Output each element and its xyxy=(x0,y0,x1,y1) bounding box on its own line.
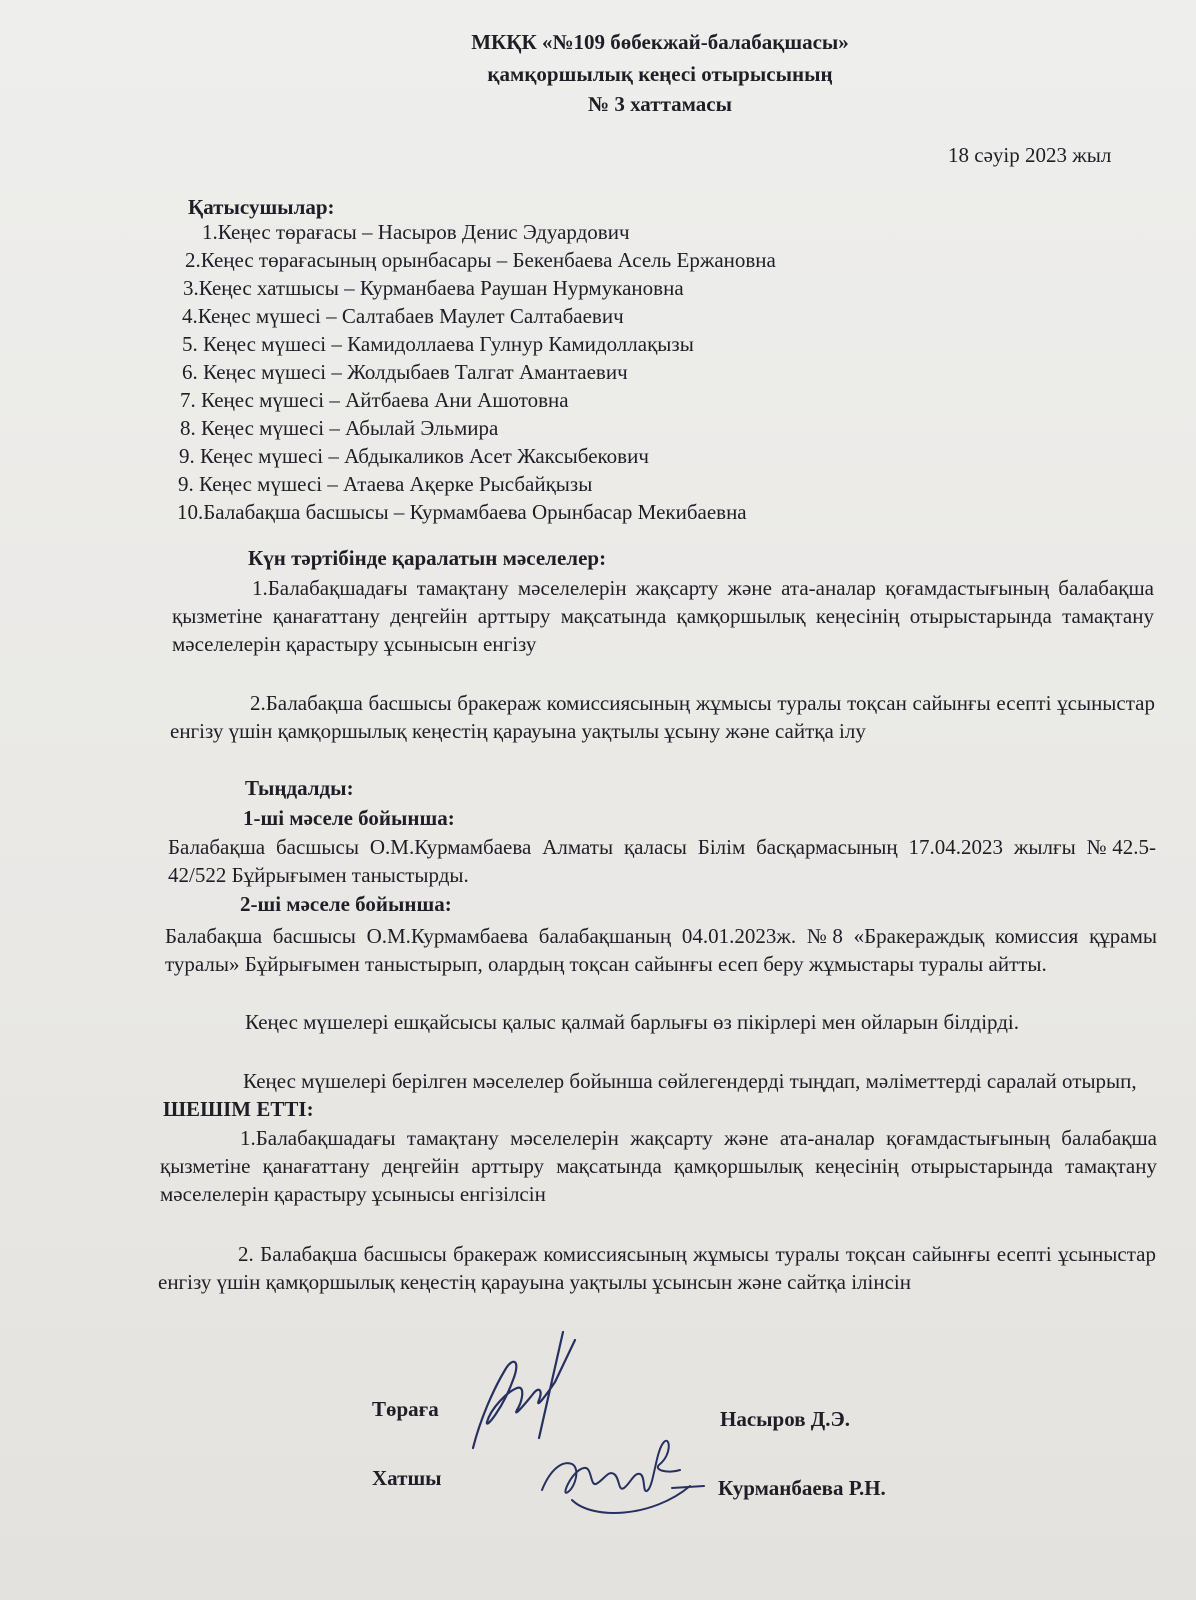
heard-title: Тыңдалды: xyxy=(245,776,354,800)
decision-item-2-text: 2. Балабақша басшысы бракераж комиссиясының жұмысы туралы тоқсан сайынғы есепті ұсыныстар енгізу үшін қамқоршылық кеңестің қарауына уақтылы ұсынсын және сайтқа ілінсін xyxy=(158,1242,1156,1294)
decision-item-1-text: 1.Балабақшадағы тамақтану мәселелерін жақсарту және ата-аналар қоғамдастығының балабақша қызметіне қанағаттану деңгейін арттыру мақсатында қамқоршылық кеңесінің отырыстарында тамақтану мәселелерін қарастыру ұсынысы енгізілсін xyxy=(160,1126,1157,1206)
members-listen xyxy=(163,1067,1138,1123)
chair-name: Насыров Д.Э. xyxy=(720,1407,850,1431)
protocol-date: 18 сәуір 2023 жыл xyxy=(948,143,1112,167)
members-opinion-text: Кеңес мүшелері ешқайсысы қалыс қалмай барлығы өз пікірлері мен ойларын білдірді. xyxy=(245,1010,1020,1034)
decision-item-1 xyxy=(160,1124,1157,1208)
question-2-text: Балабақша басшысы О.М.Курмамбаева балабақшаның 04.01.2023ж. №8 «Бракераждық комиссия құрамы туралы» Бұйрығымен таныстырып, олардың тоқсан сайынғы есеп беру жұмыстары туралы айтты. xyxy=(165,924,1157,976)
participant-item: 9. Кеңес мүшесі – Абдыкаликов Асет Жаксыбекович xyxy=(179,444,649,468)
participant-item: 3.Кеңес хатшысы – Курманбаева Раушан Нурмукановна xyxy=(183,276,684,300)
agenda-title: Күн тәртібінде қаралатын мәселелер: xyxy=(248,546,607,570)
secretary-role-label: Хатшы xyxy=(372,1466,442,1490)
header-line-1: МКҚК «№109 бөбекжай-балабақшасы» xyxy=(471,30,849,54)
decided-label: ШЕШІМ ЕТТІ: xyxy=(163,1097,314,1121)
chair-role-label: Төраға xyxy=(372,1397,439,1421)
participant-item: 8. Кеңес мүшесі – Абылай Эльмира xyxy=(180,416,499,440)
agenda-item-1-text: 1.Балабақшадағы тамақтану мәселелерін жақсарту және ата-аналар қоғамдастығының балабақша қызметіне қанағаттану деңгейін арттыру мақсатында қамқоршылық кеңесінің отырыстарында тамақтану мәселелерін қарастыру ұсынысын енгізу xyxy=(172,576,1154,656)
agenda-item-2 xyxy=(170,689,1155,745)
participant-item: 7. Кеңес мүшесі – Айтбаева Ани Ашотовна xyxy=(180,388,569,412)
participant-item: 6. Кеңес мүшесі – Жолдыбаев Талгат Амантаевич xyxy=(182,360,628,384)
agenda-item-2-text: 2.Балабақша басшысы бракераж комиссиясының жұмысы туралы тоқсан сайынғы есепті ұсыныстар енгізу үшін қамқоршылық кеңестің қарауына уақтылы ұсыну және сайтқа ілу xyxy=(170,691,1155,743)
participant-item: 2.Кеңес төрағасының орынбасары – Бекенбаева Асель Ержановна xyxy=(185,248,776,272)
members-opinion xyxy=(165,1008,1157,1036)
members-listen-text: Кеңес мүшелері берілген мәселелер бойынша сөйлегендерді тыңдап, мәліметтерді саралай отырып, xyxy=(243,1069,1137,1093)
secretary-signature-image xyxy=(532,1430,707,1525)
question-1-title: 1-ші мәселе бойынша: xyxy=(243,806,455,830)
question-1-text: Балабақша басшысы О.М.Курмамбаева Алматы қаласы Білім басқармасының 17.04.2023 жылғы №42.5-42/522 Бұйрығымен таныстырды. xyxy=(168,835,1156,887)
secretary-name: Курманбаева Р.Н. xyxy=(718,1476,886,1500)
question-2-title: 2-ші мәселе бойынша: xyxy=(240,892,452,916)
header-line-3: № 3 хаттамасы xyxy=(587,92,733,116)
participant-item: 10.Балабақша басшысы – Курмамбаева Орынбасар Мекибаевна xyxy=(177,500,747,524)
agenda-item-1 xyxy=(172,574,1154,658)
participant-item: 5. Кеңес мүшесі – Камидоллаева Гулнур Камидоллақызы xyxy=(182,332,694,356)
participant-item: 1.Кеңес төрағасы – Насыров Денис Эдуардович xyxy=(202,220,630,244)
participant-item: 9. Кеңес мүшесі – Атаева Ақерке Рысбайқызы xyxy=(178,472,593,496)
decision-item-2 xyxy=(158,1240,1156,1296)
participants-title: Қатысушылар: xyxy=(188,195,335,219)
header-line-2: қамқоршылық кеңесі отырысының xyxy=(487,62,833,86)
participant-item: 4.Кеңес мүшесі – Салтабаев Маулет Салтабаевич xyxy=(182,304,624,328)
